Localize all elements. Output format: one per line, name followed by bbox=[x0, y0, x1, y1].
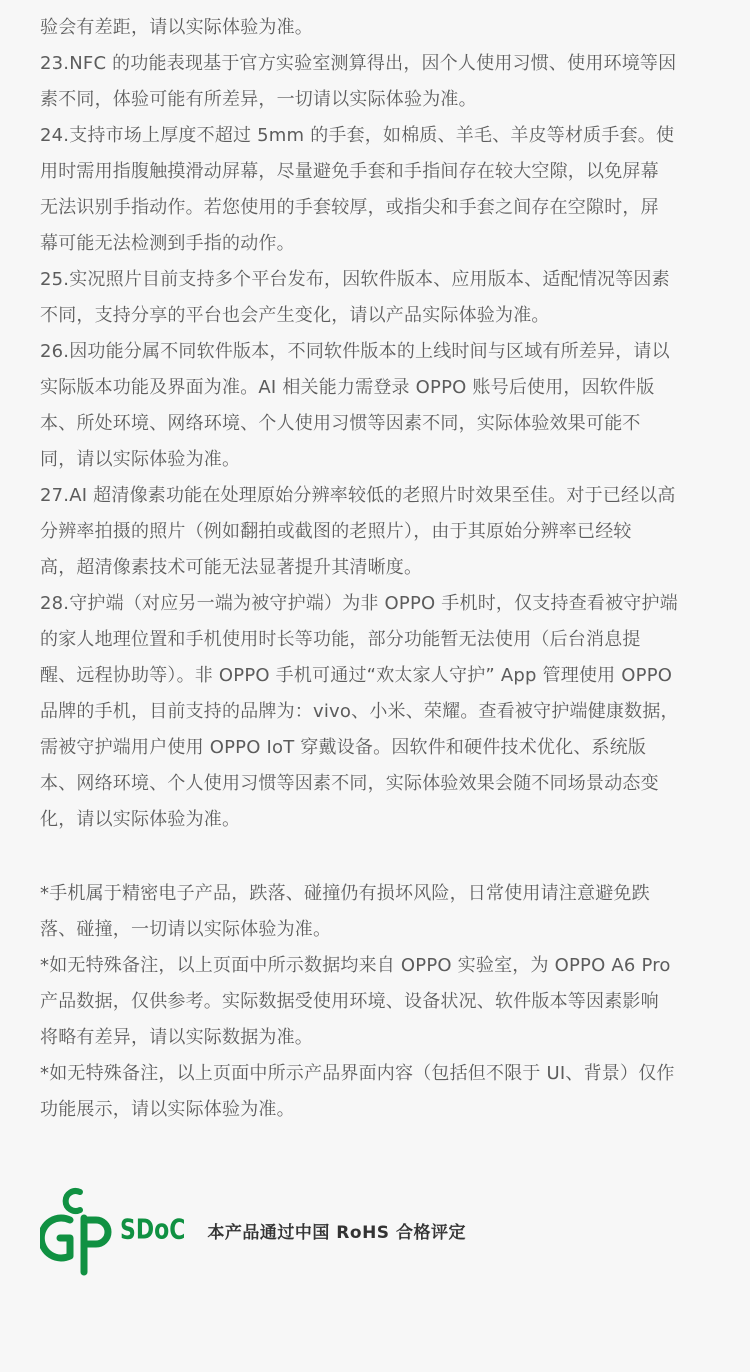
note-line: 品牌的手机，目前支持的品牌为：vivo、小米、荣耀。查看被守护端健康数据， bbox=[40, 701, 679, 722]
footnote-line: 产品数据，仅供参考。实际数据受使用环境、设备状况、软件版本等因素影响 bbox=[40, 991, 659, 1012]
note-line: 本、所处环境、网络环境、个人使用习惯等因素不同，实际体验效果可能不 bbox=[40, 413, 641, 434]
note-line: 幕可能无法检测到手指的动作。 bbox=[40, 233, 295, 254]
note-line: 28.守护端（对应另一端为被守护端）为非 OPPO 手机时，仅支持查看被守护端 bbox=[40, 593, 678, 614]
rohs-certificate bbox=[40, 1180, 466, 1280]
note-line: 分辨率拍摄的照片（例如翻拍或截图的老照片），由于其原始分辨率已经较 bbox=[40, 521, 632, 542]
footnote-line: *如无特殊备注，以上页面中所示产品界面内容（包括但不限于 UI、背景）仅作 bbox=[40, 1063, 675, 1084]
footnote-line: *如无特殊备注，以上页面中所示数据均来自 OPPO 实验室，为 OPPO A6 Pro bbox=[40, 955, 671, 976]
note-line: 24.支持市场上厚度不超过 5mm 的手套，如棉质、羊毛、羊皮等材质手套。使 bbox=[40, 125, 675, 146]
note-line: 同，请以实际体验为准。 bbox=[40, 449, 241, 470]
note-line: 高，超清像素技术可能无法显著提升其清晰度。 bbox=[40, 557, 423, 578]
note-line: 的家人地理位置和手机使用时长等功能，部分功能暂无法使用（后台消息提 bbox=[40, 629, 641, 650]
sdoc-badge-text: SDoC bbox=[120, 1214, 186, 1246]
footnote-line: *手机属于精密电子产品，跌落、碰撞仍有损坏风险，日常使用请注意避免跌 bbox=[40, 883, 650, 904]
note-line: 23.NFC 的功能表现基于官方实验室测算得出，因个人使用习惯、使用环境等因 bbox=[40, 53, 677, 74]
numbered-notes bbox=[40, 10, 720, 838]
note-line: 醒、远程协助等）。非 OPPO 手机可通过“欢太家人守护” App 管理使用 OPPO bbox=[40, 665, 673, 686]
note-line: 素不同，体验可能有所差异，一切请以实际体验为准。 bbox=[40, 89, 477, 110]
note-line: 26.因功能分属不同软件版本，不同软件版本的上线时间与区域有所差异，请以 bbox=[40, 341, 670, 362]
certificate-description: 本产品通过中国 RoHS 合格评定 bbox=[207, 1222, 466, 1243]
note-line: 25.实况照片目前支持多个平台发布，因软件版本、应用版本、适配情况等因素 bbox=[40, 269, 670, 290]
note-line: 验会有差距，请以实际体验为准。 bbox=[40, 17, 313, 38]
note-line: 不同，支持分享的平台也会产生变化，请以产品实际体验为准。 bbox=[40, 305, 550, 326]
footnote-line: 落、碰撞，一切请以实际体验为准。 bbox=[40, 919, 332, 940]
note-line: 实际版本功能及界面为准。AI 相关能力需登录 OPPO 账号后使用，因软件版 bbox=[40, 377, 655, 398]
note-line: 无法识别手指动作。若您使用的手套较厚，或指尖和手套之间存在空隙时，屏 bbox=[40, 197, 659, 218]
note-line: 用时需用指腹触摸滑动屏幕，尽量避免手套和手指间存在较大空隙，以免屏幕 bbox=[40, 161, 659, 182]
note-line: 27.AI 超清像素功能在处理原始分辨率较低的老照片时效果至佳。对于已经以高 bbox=[40, 485, 676, 506]
footnote-line: 功能展示，请以实际体验为准。 bbox=[40, 1099, 295, 1120]
note-line: 化，请以实际体验为准。 bbox=[40, 809, 241, 830]
footnote-line: 将略有差异，请以实际数据为准。 bbox=[40, 1027, 313, 1048]
footnotes bbox=[40, 876, 720, 1128]
note-line: 需被守护端用户使用 OPPO IoT 穿戴设备。因软件和硬件技术优化、系统版 bbox=[40, 737, 647, 758]
note-line: 本、网络环境、个人使用习惯等因素不同，实际体验效果会随不同场景动态变 bbox=[40, 773, 659, 794]
